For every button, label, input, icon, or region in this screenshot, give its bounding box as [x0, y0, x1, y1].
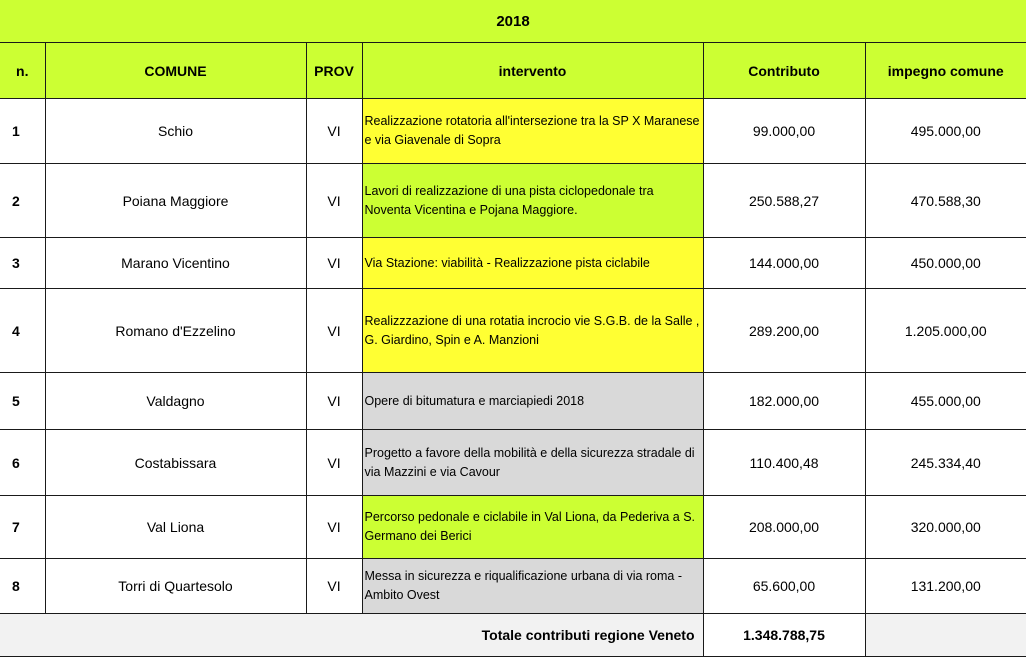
- row-prov: VI: [306, 430, 362, 496]
- col-header-contributo: Contributo: [703, 43, 865, 99]
- row-prov: VI: [306, 238, 362, 289]
- table-row: [0, 430, 1026, 496]
- row-impegno: 320.000,00: [865, 496, 1026, 559]
- row-number: 7: [0, 496, 45, 559]
- row-number: 8: [0, 559, 45, 614]
- table-row: [0, 238, 1026, 289]
- row-intervento: Percorso pedonale e ciclabile in Val Liona, da Pederiva a S. Germano dei Berici: [362, 496, 703, 559]
- row-impegno: 470.588,30: [865, 164, 1026, 238]
- row-comune: Torri di Quartesolo: [45, 559, 306, 614]
- row-contributo: 208.000,00: [703, 496, 865, 559]
- row-comune: Schio: [45, 99, 306, 164]
- row-number: 6: [0, 430, 45, 496]
- row-comune: Valdagno: [45, 373, 306, 430]
- row-contributo: 289.200,00: [703, 289, 865, 373]
- table-row: [0, 289, 1026, 373]
- row-comune: Val Liona: [45, 496, 306, 559]
- row-impegno: 495.000,00: [865, 99, 1026, 164]
- row-contributo: 110.400,48: [703, 430, 865, 496]
- row-intervento: Progetto a favore della mobilità e della sicurezza stradale di via Mazzini e via Cavour: [362, 430, 703, 496]
- row-contributo: 99.000,00: [703, 99, 865, 164]
- table-row: [0, 496, 1026, 559]
- year-header: 2018: [0, 0, 1026, 43]
- row-prov: VI: [306, 496, 362, 559]
- row-number: 2: [0, 164, 45, 238]
- table-row: [0, 164, 1026, 238]
- row-number: 3: [0, 238, 45, 289]
- row-comune: Marano Vicentino: [45, 238, 306, 289]
- row-contributo: 250.588,27: [703, 164, 865, 238]
- row-number: 1: [0, 99, 45, 164]
- row-comune: Costabissara: [45, 430, 306, 496]
- row-number: 4: [0, 289, 45, 373]
- row-prov: VI: [306, 164, 362, 238]
- row-intervento: Realizzazione rotatoria all'intersezione tra la SP X Maranese e via Giavenale di Sopra: [362, 99, 703, 164]
- row-impegno: 1.205.000,00: [865, 289, 1026, 373]
- table-row: [0, 559, 1026, 614]
- row-impegno: 455.000,00: [865, 373, 1026, 430]
- table-row: [0, 373, 1026, 430]
- row-prov: VI: [306, 289, 362, 373]
- col-header-n: n.: [0, 43, 45, 99]
- row-contributo: 182.000,00: [703, 373, 865, 430]
- col-header-impegno: impegno comune: [865, 43, 1026, 99]
- row-intervento: Via Stazione: viabilità - Realizzazione pista ciclabile: [362, 238, 703, 289]
- row-prov: VI: [306, 559, 362, 614]
- row-intervento: Lavori di realizzazione di una pista ciclopedonale tra Noventa Vicentina e Pojana Maggiore.: [362, 164, 703, 238]
- row-prov: VI: [306, 99, 362, 164]
- row-comune: Poiana Maggiore: [45, 164, 306, 238]
- total-row: [0, 614, 1026, 657]
- row-prov: VI: [306, 373, 362, 430]
- row-impegno: 450.000,00: [865, 238, 1026, 289]
- row-intervento: Realizzzazione di una rotatia incrocio vie S.G.B. de la Salle , G. Giardino, Spin e A. Manzioni: [362, 289, 703, 373]
- total-value: 1.348.788,75: [703, 614, 865, 657]
- col-header-comune: COMUNE: [45, 43, 306, 99]
- col-header-intervento: intervento: [362, 43, 703, 99]
- row-impegno: 245.334,40: [865, 430, 1026, 496]
- row-contributo: 65.600,00: [703, 559, 865, 614]
- row-contributo: 144.000,00: [703, 238, 865, 289]
- row-impegno: 131.200,00: [865, 559, 1026, 614]
- col-header-prov: PROV: [306, 43, 362, 99]
- row-intervento: Messa in sicurezza e riqualificazione urbana di via roma - Ambito Ovest: [362, 559, 703, 614]
- row-number: 5: [0, 373, 45, 430]
- total-label: Totale contributi regione Veneto: [0, 614, 703, 657]
- total-empty-cell: [865, 614, 1026, 657]
- table-row: [0, 99, 1026, 164]
- row-intervento: Opere di bitumatura e marciapiedi 2018: [362, 373, 703, 430]
- row-comune: Romano d'Ezzelino: [45, 289, 306, 373]
